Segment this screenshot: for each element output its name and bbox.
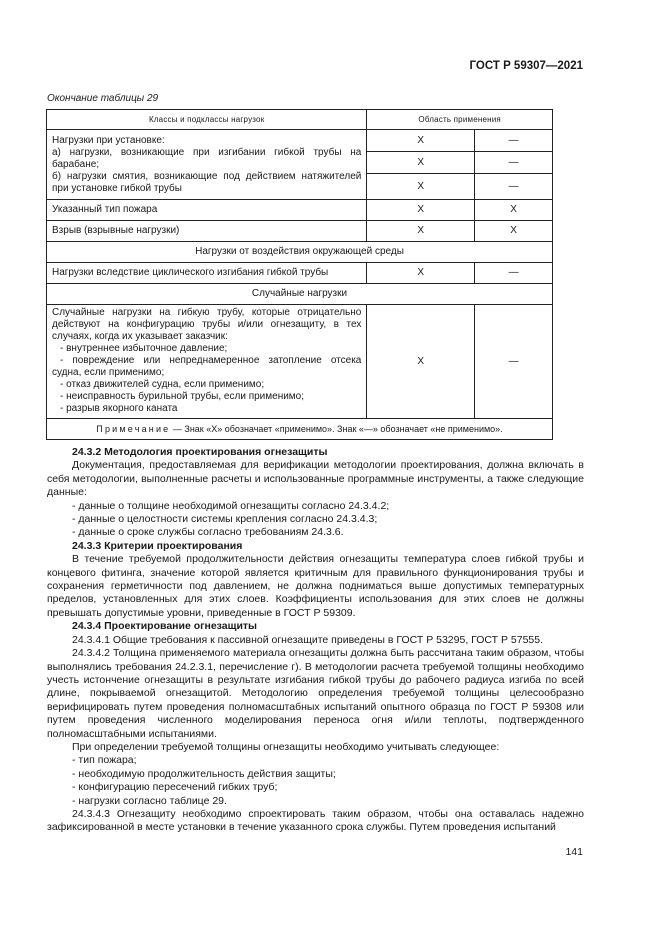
mark: — bbox=[475, 305, 553, 419]
paragraph: 24.3.4.1 Общие требования к пассивной огнезащите приведены в ГОСТ Р 53295, ГОСТ Р 57555. bbox=[72, 633, 544, 646]
table-row bbox=[47, 305, 553, 419]
note-row bbox=[47, 419, 553, 440]
install-title: Нагрузки при установке: bbox=[52, 134, 165, 146]
list-item: - необходимую продолжительность действия защиты; bbox=[72, 767, 336, 780]
table-row bbox=[47, 200, 553, 221]
col-header-classes: Классы и подклассы нагрузок bbox=[47, 110, 367, 130]
paragraph: 24.3.4.3 Огнезащиту необходимо спроектировать таким образом, чтобы она оставалась надежно зафиксированной в месте установки в течение указанного срока службы. Путем проведения испытаний bbox=[47, 807, 584, 834]
paragraph: Документация, предоставляемая для верификации методологии проектирования, должна включать в себя методологии, выполненные расчеты и использованные программные инструменты, а также следующие данные: bbox=[47, 459, 584, 499]
mark: X bbox=[367, 174, 475, 200]
note-text: — Знак «X» обозначает «применимо». Знак «—» обозначает «не применимо». bbox=[170, 424, 503, 434]
section-heading: 24.3.3 Критерии проектирования bbox=[72, 539, 243, 552]
table-row bbox=[47, 130, 553, 152]
paragraph: 24.3.4.2 Толщина применяемого материала огнезащиты должна быть рассчитана таким образом, чтобы выполнялись требования 24.2.3.1, перечисление г). В методологии расчета требуемой толщины необходимо учесть истончение огнезащиты в результате изгибания гибкой трубы до рабочего радиуса изгиба по всей длине, покрываемой огнезащитой. Методологию определения требуемой толщины целесообразно верифицировать путем проведения полномасштабных испытаний опытного образца по ГОСТ Р 59308 или путем проведения численного моделирования переноса огня и/или теплоты, подтвержденного полномасштабными испытаниями. bbox=[47, 647, 584, 740]
paragraph: При определении требуемой толщины огнезащиты необходимо учитывать следующее: bbox=[72, 740, 500, 753]
section-row bbox=[47, 284, 553, 305]
section-heading: 24.3.4 Проектирование огнезащиты bbox=[72, 620, 258, 633]
table-header-row bbox=[47, 110, 553, 130]
mark: X bbox=[367, 263, 475, 284]
loads-table bbox=[46, 109, 553, 440]
accidental-item: - внутреннее избыточное давление; bbox=[60, 343, 228, 354]
list-item: - тип пожара; bbox=[72, 754, 137, 767]
section-heading: 24.3.2 Методология проектирования огнезащиты bbox=[72, 446, 328, 458]
table-row bbox=[47, 263, 553, 284]
standard-designation: ГОСТ Р 59307—2021 bbox=[469, 60, 583, 72]
section-row bbox=[47, 242, 553, 263]
accidental-item: - неисправность бурильной трубы, если применимо; bbox=[60, 391, 305, 402]
mark: — bbox=[475, 174, 553, 200]
install-item-b: б) нагрузки смятия, возникающие под действием натяжителей при установке гибкой трубы bbox=[52, 170, 362, 194]
mark: X bbox=[367, 221, 475, 242]
list-item: - данные о целостности системы крепления согласно 24.3.4.3; bbox=[72, 513, 378, 526]
mark: X bbox=[367, 130, 475, 152]
col-header-scope: Область применения bbox=[367, 110, 553, 130]
mark: — bbox=[475, 263, 553, 284]
accidental-item: - повреждение или непреднамеренное затопление отсека судна, если применимо; bbox=[52, 355, 362, 378]
table-row bbox=[47, 221, 553, 242]
list-item: - нагрузки согласно таблице 29. bbox=[72, 794, 227, 807]
mark: X bbox=[475, 221, 553, 242]
mark: X bbox=[367, 152, 475, 174]
list-item: - конфигурацию пересечений гибких труб; bbox=[72, 781, 278, 794]
mark: X bbox=[367, 305, 475, 419]
section-accidental: Случайные нагрузки bbox=[47, 284, 553, 305]
accidental-intro: Случайные нагрузки на гибкую трубу, которые отрицательно действуют на конфигурацию трубы и/или огнезащиту, в тех случаях, когда их указывает заказчик: bbox=[52, 307, 362, 342]
install-item-a: а) нагрузки, возникающие при изгибании гибкой трубы на барабане; bbox=[52, 146, 362, 170]
row-label: Указанный тип пожара bbox=[47, 200, 367, 221]
paragraph: В течение требуемой продолжительности действия огнезащиты температура слоев гибкой трубы и концевого фитинга, значение которой является критичным для правильного функционирования трубы и сохранения герметичности под давлением, не должна подниматься выше допустимых температурных пределов, установленных для этих слоев. Коэффициенты использования для этих слоев не должны превышать допустимые уровни, приведенные в ГОСТ Р 59309. bbox=[47, 553, 584, 619]
accidental-loads-cell bbox=[47, 305, 367, 419]
row-label: Нагрузки вследствие циклического изгибания гибкой трубы bbox=[47, 263, 367, 284]
mark: — bbox=[475, 152, 553, 174]
mark: X bbox=[367, 200, 475, 221]
note-label: Примечание bbox=[96, 424, 171, 434]
accidental-item: - разрыв якорного каната bbox=[60, 403, 178, 414]
list-item: - данные о сроке службы согласно требованиям 24.3.6. bbox=[72, 526, 344, 539]
install-loads-cell bbox=[47, 130, 367, 200]
body-text bbox=[47, 446, 584, 835]
mark: X bbox=[475, 200, 553, 221]
row-label: Взрыв (взрывные нагрузки) bbox=[47, 221, 367, 242]
section-env: Нагрузки от воздействия окружающей среды bbox=[47, 242, 553, 263]
page-number: 141 bbox=[565, 846, 583, 858]
table-note bbox=[47, 419, 553, 440]
mark: — bbox=[475, 130, 553, 152]
table-caption: Окончание таблицы 29 bbox=[47, 93, 159, 104]
list-item: - данные о толщине необходимой огнезащиты согласно 24.3.4.2; bbox=[72, 499, 390, 512]
accidental-item: - отказ движителей судна, если применимо; bbox=[60, 379, 265, 390]
